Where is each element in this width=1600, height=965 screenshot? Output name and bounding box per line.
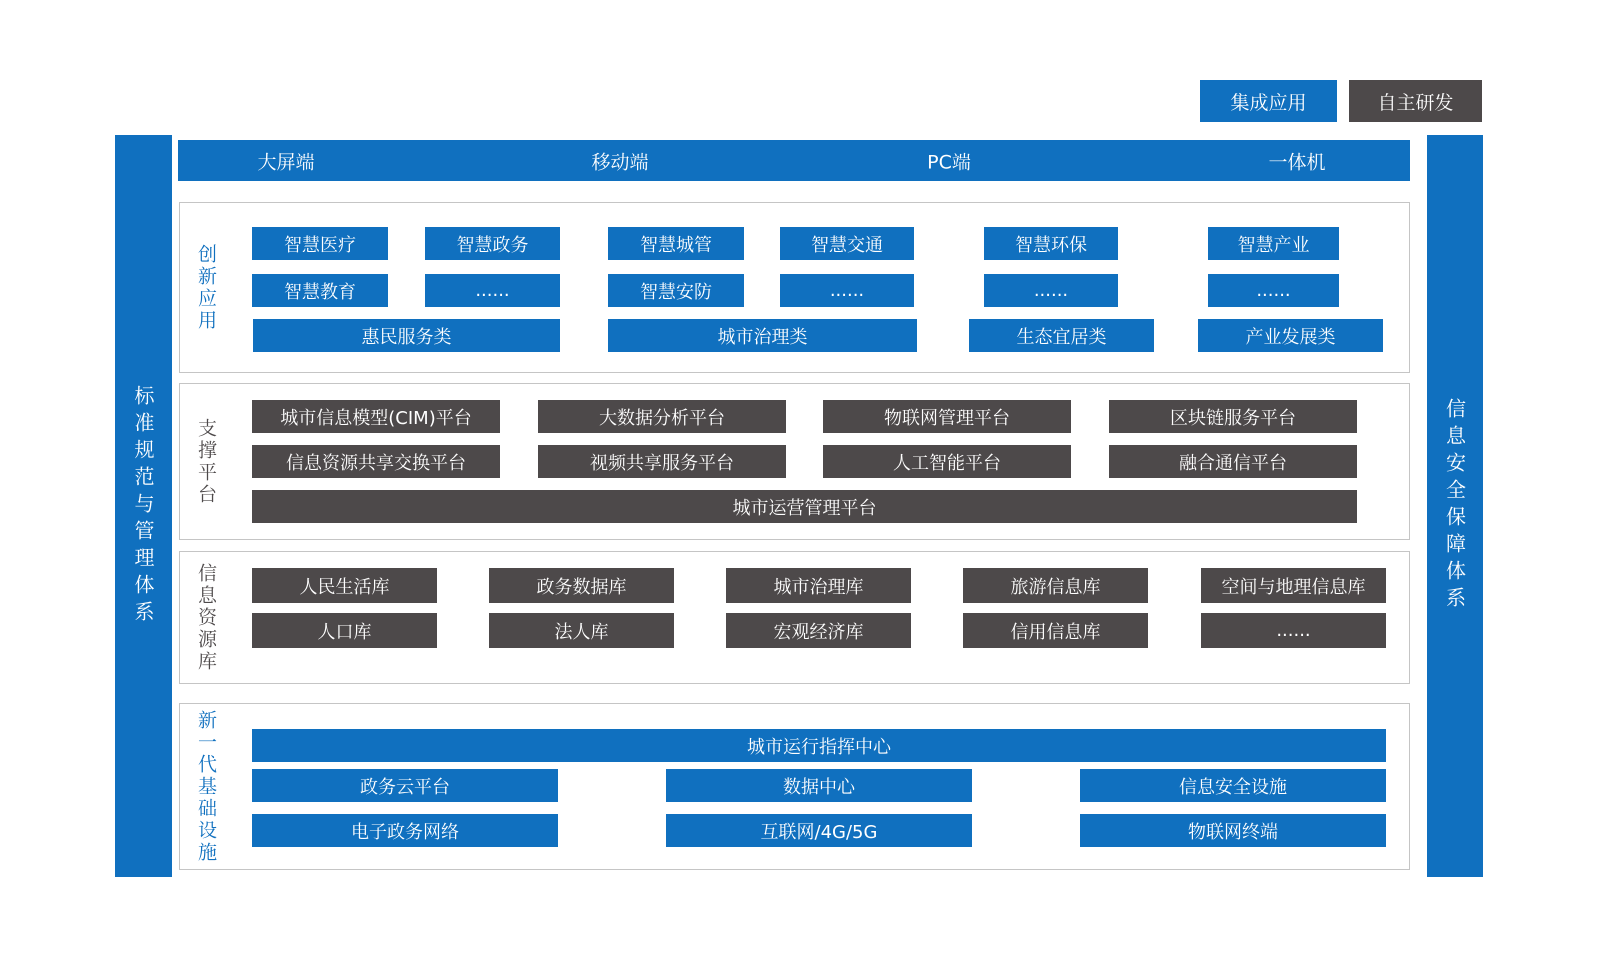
category-box: 城市治理类 [608, 319, 917, 352]
terminal-large-screen: 大屏端 [257, 151, 315, 173]
resource-box: 政务数据库 [489, 568, 674, 603]
platform-box: 融合通信平台 [1109, 445, 1357, 478]
resource-box-ellipsis: ...... [1201, 613, 1386, 648]
infrastructure-box: 物联网终端 [1080, 814, 1386, 847]
section-innovation-label: 创新应用 [195, 243, 217, 332]
platform-box: 大数据分析平台 [538, 400, 786, 433]
category-box: 惠民服务类 [253, 319, 560, 352]
pillar-standards-management: 标准规范与管理体系 [115, 135, 172, 877]
innovation-box: 智慧交通 [780, 227, 914, 260]
infrastructure-box: 电子政务网络 [252, 814, 558, 847]
innovation-box-ellipsis: ...... [425, 274, 560, 307]
innovation-box-ellipsis: ...... [984, 274, 1118, 307]
resource-box: 人民生活库 [252, 568, 437, 603]
infrastructure-box: 政务云平台 [252, 769, 558, 802]
section-innovation-apps [179, 202, 1410, 373]
city-operation-platform-box: 城市运营管理平台 [252, 490, 1357, 523]
innovation-box-ellipsis: ...... [1208, 274, 1339, 307]
innovation-box: 智慧政务 [425, 227, 560, 260]
resource-box: 旅游信息库 [963, 568, 1148, 603]
section-infrastructure [179, 703, 1410, 870]
platform-box: 信息资源共享交换平台 [252, 445, 500, 478]
resource-box: 宏观经济库 [726, 613, 911, 648]
category-box: 生态宜居类 [969, 319, 1154, 352]
infrastructure-box: 数据中心 [666, 769, 972, 802]
city-command-center-box: 城市运行指挥中心 [252, 729, 1386, 762]
section-support-platforms [179, 383, 1410, 540]
category-box: 产业发展类 [1198, 319, 1383, 352]
terminal-all-in-one: 一体机 [1268, 151, 1326, 173]
innovation-box: 智慧产业 [1208, 227, 1339, 260]
section-platform-label: 支撑平台 [195, 417, 217, 506]
resource-box: 法人库 [489, 613, 674, 648]
innovation-box-ellipsis: ...... [780, 274, 914, 307]
innovation-box: 智慧医疗 [252, 227, 388, 260]
terminal-bar [178, 140, 1410, 181]
resource-box: 空间与地理信息库 [1201, 568, 1386, 603]
terminal-pc: PC端 [927, 151, 971, 173]
infrastructure-box: 互联网/4G/5G [666, 814, 972, 847]
section-resources-label: 信息资源库 [195, 562, 217, 673]
platform-box: 区块链服务平台 [1109, 400, 1357, 433]
innovation-box: 智慧教育 [252, 274, 388, 307]
section-infrastructure-label: 新一代基础设施 [195, 709, 217, 864]
resource-box: 人口库 [252, 613, 437, 648]
platform-box: 城市信息模型(CIM)平台 [252, 400, 500, 433]
platform-box: 人工智能平台 [823, 445, 1071, 478]
innovation-box: 智慧安防 [608, 274, 744, 307]
resource-box: 信用信息库 [963, 613, 1148, 648]
pillar-information-security: 信息安全保障体系 [1427, 135, 1483, 877]
terminal-mobile: 移动端 [591, 151, 649, 173]
resource-box: 城市治理库 [726, 568, 911, 603]
platform-box: 视频共享服务平台 [538, 445, 786, 478]
innovation-box: 智慧城管 [608, 227, 744, 260]
infrastructure-box: 信息安全设施 [1080, 769, 1386, 802]
section-info-resources [179, 551, 1410, 684]
platform-box: 物联网管理平台 [823, 400, 1071, 433]
innovation-box: 智慧环保 [984, 227, 1118, 260]
legend-integrated-app: 集成应用 [1200, 80, 1337, 122]
legend-self-developed: 自主研发 [1349, 80, 1482, 122]
